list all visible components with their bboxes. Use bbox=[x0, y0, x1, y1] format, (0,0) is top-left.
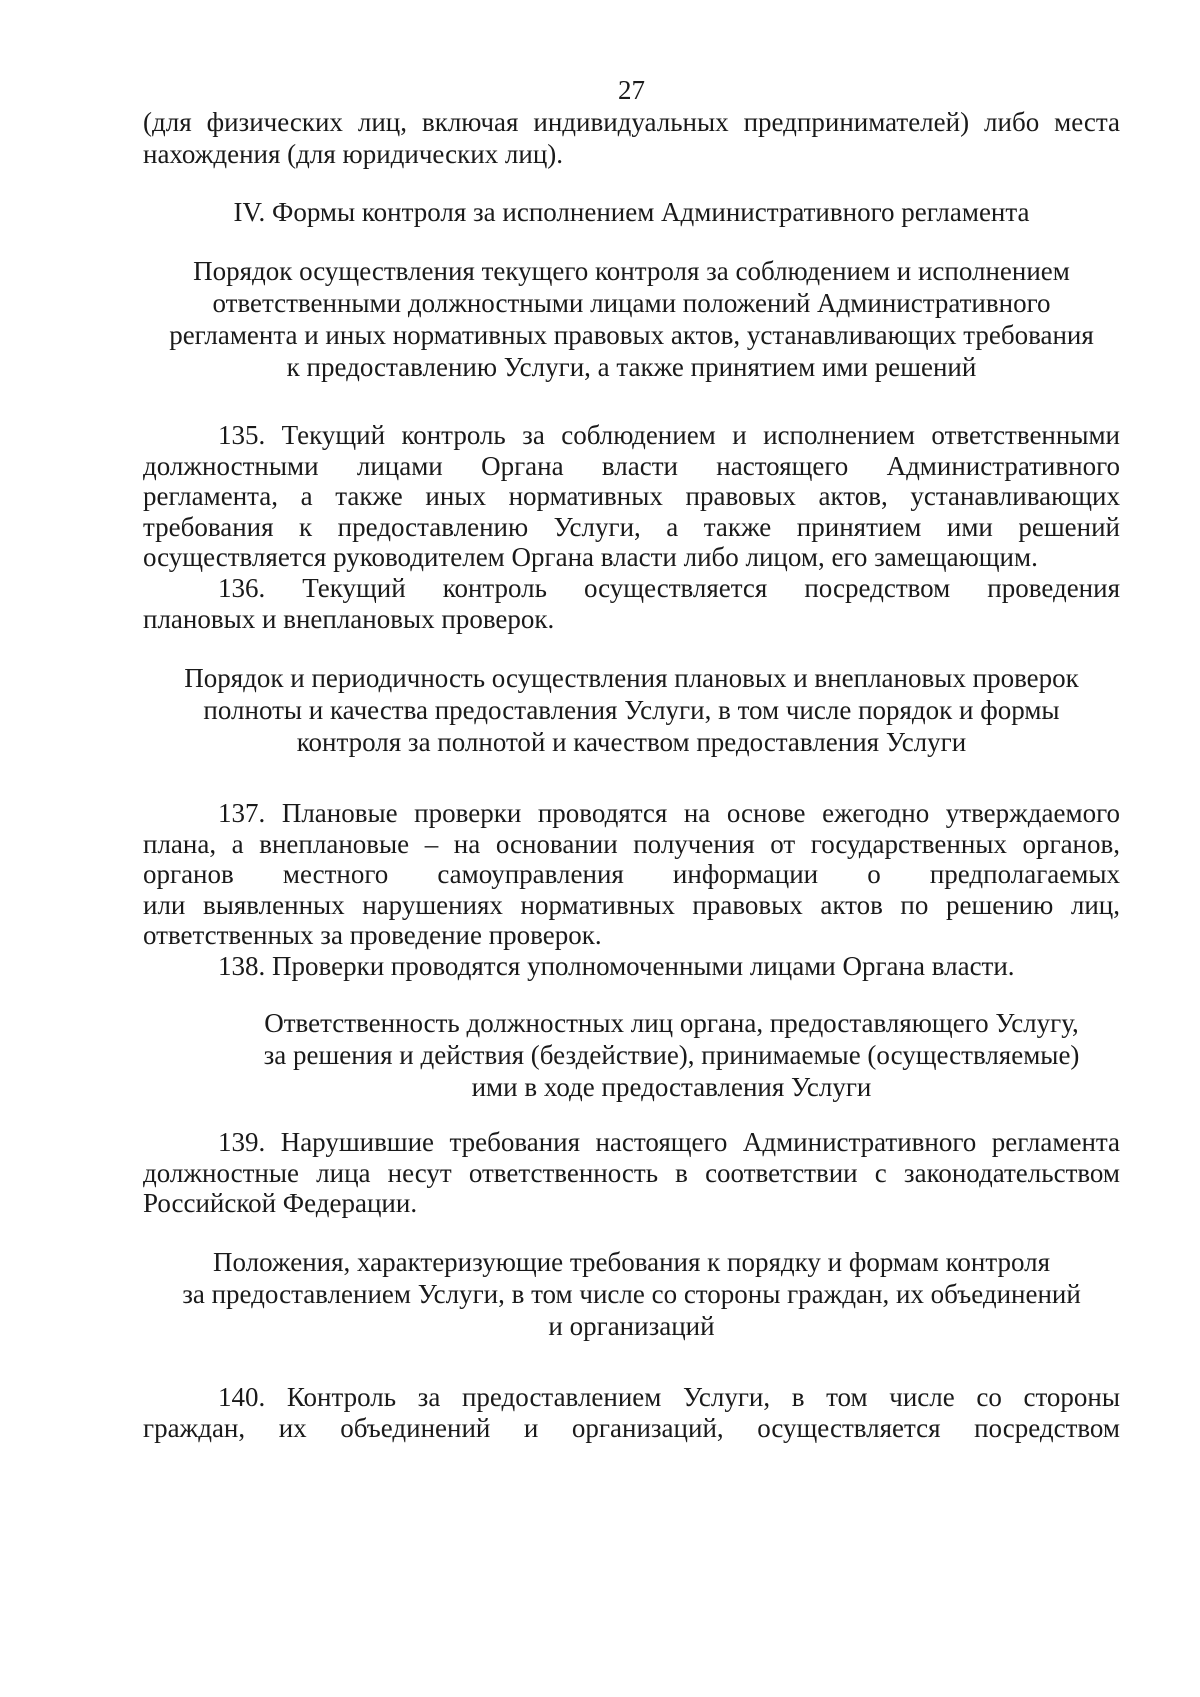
p135-line-2: должностными лицами Органа власти настоящего Административного bbox=[143, 450, 1120, 481]
paragraph-140 bbox=[143, 1382, 1120, 1443]
section-title bbox=[143, 196, 1120, 228]
paragraph-136 bbox=[143, 573, 1120, 634]
p136-line-1: 136. Текущий контроль осуществляется посредством проведения bbox=[218, 573, 1120, 603]
p137-line-3: органов местного самоуправления информации о предполагаемых bbox=[143, 859, 1120, 890]
heading2-line-2: полноты и качества предоставления Услуги, в том числе порядок и формы bbox=[203, 695, 1060, 725]
heading-responsibility bbox=[143, 1007, 1120, 1103]
heading3-line-3: ими в ходе предоставления Услуги bbox=[471, 1072, 872, 1102]
heading4-line-1: Положения, характеризующие требования к порядку и формам контроля bbox=[212, 1247, 1050, 1277]
p138-line-1: 138. Проверки проводятся уполномоченными лицами Органа власти. bbox=[218, 951, 1015, 981]
p137-line-5: ответственных за проведение проверок. bbox=[143, 920, 602, 951]
p140-line-1: 140. Контроль за предоставлением Услуги, в том числе со стороны bbox=[218, 1382, 1120, 1412]
p137-line-2: плана, а внеплановые – на основании получения от государственных органов, bbox=[143, 828, 1120, 859]
paragraph-139 bbox=[143, 1127, 1120, 1219]
p135-line-4: требования к предоставлению Услуги, а также принятием ими решений bbox=[143, 511, 1120, 542]
heading3-line-1: Ответственность должностных лиц органа, предоставляющего Услугу, bbox=[264, 1008, 1079, 1038]
p140-line-2: граждан, их объединений и организаций, осуществляется посредством bbox=[143, 1412, 1120, 1443]
p139-line-3: Российской Федерации. bbox=[143, 1188, 418, 1219]
heading4-line-2: за предоставлением Услуги, в том числе со стороны граждан, их объединений bbox=[182, 1279, 1081, 1309]
heading-current-control bbox=[143, 255, 1120, 383]
p137-line-4: или выявленных нарушениях нормативных правовых актов по решению лиц, bbox=[143, 889, 1120, 920]
paragraph-135 bbox=[143, 420, 1120, 573]
p139-line-2: должностные лица несут ответственность в соответствии с законодательством bbox=[143, 1157, 1120, 1188]
heading-inspections bbox=[143, 662, 1120, 758]
heading-control-forms bbox=[143, 1246, 1120, 1342]
p136-line-2: плановых и внеплановых проверок. bbox=[143, 603, 555, 634]
p139-line-1: 139. Нарушившие требования настоящего Административного регламента bbox=[218, 1127, 1120, 1157]
section-title-text: IV. Формы контроля за исполнением Административного регламента bbox=[233, 197, 1030, 227]
intro-paragraph bbox=[143, 106, 1120, 171]
heading2-line-3: контроля за полнотой и качеством предоставления Услуги bbox=[296, 727, 967, 757]
heading4-line-3: и организаций bbox=[548, 1311, 715, 1341]
heading1-line-3: регламента и иных нормативных правовых актов, устанавливающих требования bbox=[169, 320, 1094, 350]
p135-line-3: регламента, а также иных нормативных правовых актов, устанавливающих bbox=[143, 481, 1120, 512]
page-number: 27 bbox=[618, 75, 645, 105]
paragraph-137 bbox=[143, 798, 1120, 951]
heading3-line-2: за решения и действия (бездействие), принимаемые (осуществляемые) bbox=[263, 1040, 1080, 1070]
p135-line-5: осуществляется руководителем Органа власти либо лицом, его замещающим. bbox=[143, 542, 1038, 573]
heading1-line-1: Порядок осуществления текущего контроля за соблюдением и исполнением bbox=[193, 256, 1070, 286]
paragraph-138 bbox=[143, 951, 1120, 982]
intro-line-2: нахождения (для юридических лиц). bbox=[143, 139, 564, 170]
p135-line-1: 135. Текущий контроль за соблюдением и исполнением ответственными bbox=[218, 420, 1120, 450]
heading1-line-2: ответственными должностными лицами положений Административного bbox=[212, 288, 1051, 318]
p137-line-1: 137. Плановые проверки проводятся на основе ежегодно утверждаемого bbox=[218, 798, 1120, 828]
heading1-line-4: к предоставлению Услуги, а также принятием ими решений bbox=[286, 352, 977, 382]
intro-line-1: (для физических лиц, включая индивидуальных предпринимателей) либо места bbox=[143, 107, 1120, 137]
heading2-line-1: Порядок и периодичность осуществления плановых и внеплановых проверок bbox=[184, 663, 1079, 693]
